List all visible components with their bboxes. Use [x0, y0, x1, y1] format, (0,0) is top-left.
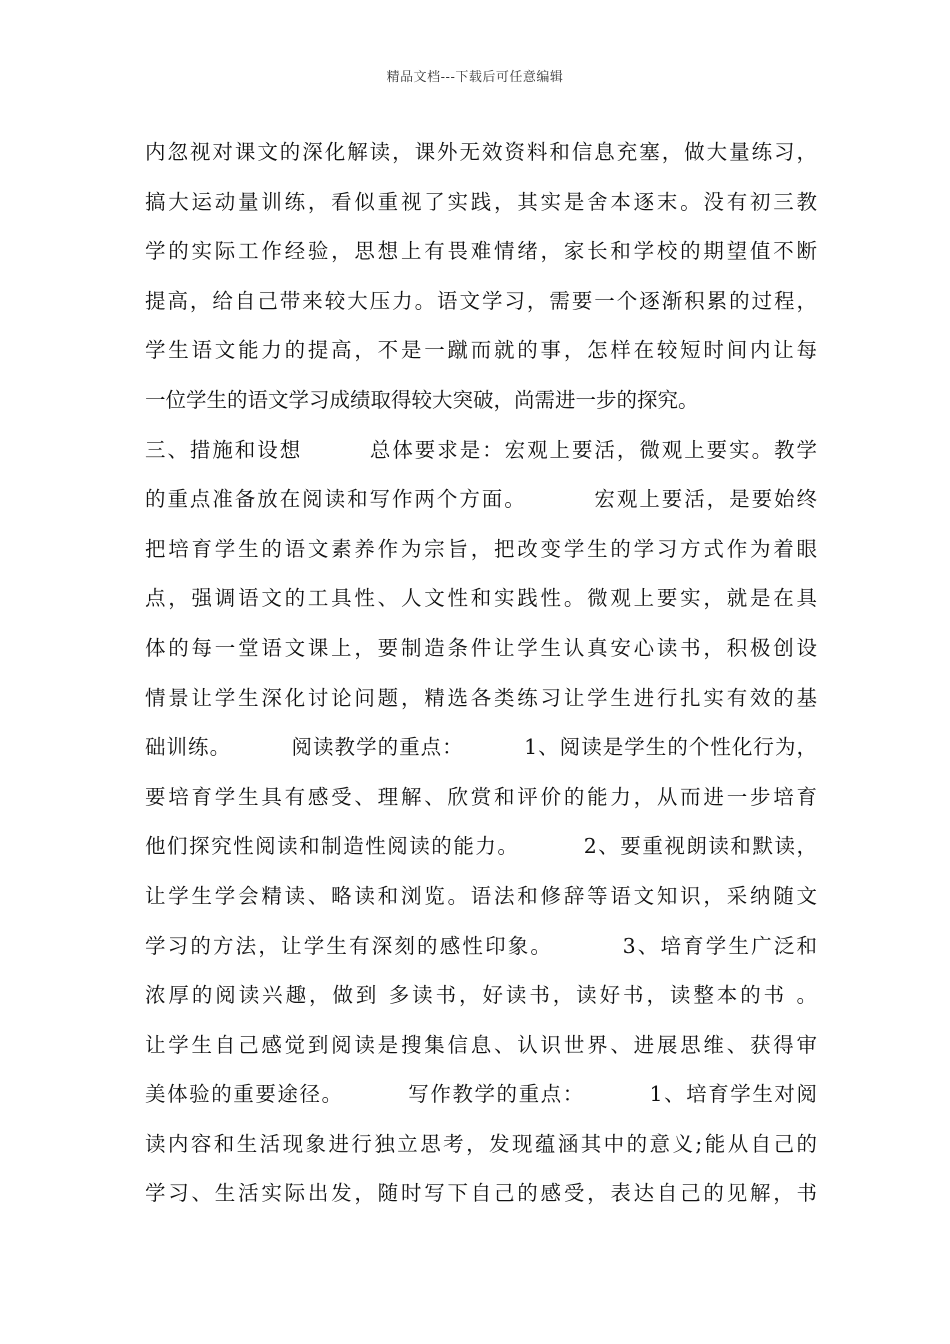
text-line: 体的每一堂语文课上，要制造条件让学生认真安心读书，积极创设 [145, 635, 817, 660]
text-line: 读内容和生活现象进行独立思考，发现蕴涵其中的意义;能从自己的 [145, 1131, 817, 1156]
text-line: 三、措施和设想 总体要求是：宏观上要活，微观上要实。教学 [145, 437, 817, 462]
body-text [145, 128, 817, 1219]
page-header: 精品文档---下载后可任意编辑 [386, 70, 564, 85]
text-line: 浓厚的阅读兴趣，做到 多读书，好读书，读好书，读整本的书 。 [145, 983, 817, 1008]
text-line: 学习、生活实际出发，随时写下自己的感受，表达自己的见解，书 [145, 1181, 817, 1206]
text-line: 内忽视对课文的深化解读，课外无效资料和信息充塞，做大量练习， [145, 140, 817, 164]
text-line: 情景让学生深化讨论问题，精选各类练习让学生进行扎实有效的基 [145, 685, 817, 710]
text-line: 让学生学会精读、略读和浏览。语法和修辞等语文知识，采纳随文 [145, 883, 817, 908]
text-line: 点，强调语文的工具性、人文性和实践性。微观上要实，就是在具 [145, 586, 817, 611]
text-line: 学习的方法，让学生有深刻的感性印象。 3、培育学生广泛和 [145, 933, 817, 958]
text-line: 把培育学生的语文素养作为宗旨，把改变学生的学习方式作为着眼 [145, 536, 817, 561]
text-line: 他们探究性阅读和制造性阅读的能力。 2、要重视朗读和默读， [145, 834, 817, 859]
text-line: 学的实际工作经验，思想上有畏难情绪，家长和学校的期望值不断 [145, 239, 817, 264]
text-line: 一位学生的语文学习成绩取得较大突破，尚需进一步的探究。 [145, 387, 699, 412]
text-line: 提高，给自己带来较大压力。语文学习，需要一个逐渐积累的过程， [145, 288, 817, 313]
text-line: 的重点准备放在阅读和写作两个方面。 宏观上要活，是要始终 [145, 487, 817, 512]
text-line: 学生语文能力的提高，不是一蹴而就的事，怎样在较短时间内让每 [145, 338, 817, 363]
text-line: 要培育学生具有感受、理解、欣赏和评价的能力，从而进一步培育 [145, 784, 817, 809]
text-line: 美体验的重要途径。 写作教学的重点： 1、培育学生对阅 [145, 1082, 817, 1107]
text-line: 础训练。 阅读教学的重点： 1、阅读是学生的个性化行为， [145, 735, 817, 760]
text-line: 让学生自己感觉到阅读是搜集信息、认识世界、进展思维、获得审 [145, 1032, 817, 1057]
text-line: 搞大运动量训练，看似重视了实践，其实是舍本逐末。没有初三教 [145, 189, 817, 214]
